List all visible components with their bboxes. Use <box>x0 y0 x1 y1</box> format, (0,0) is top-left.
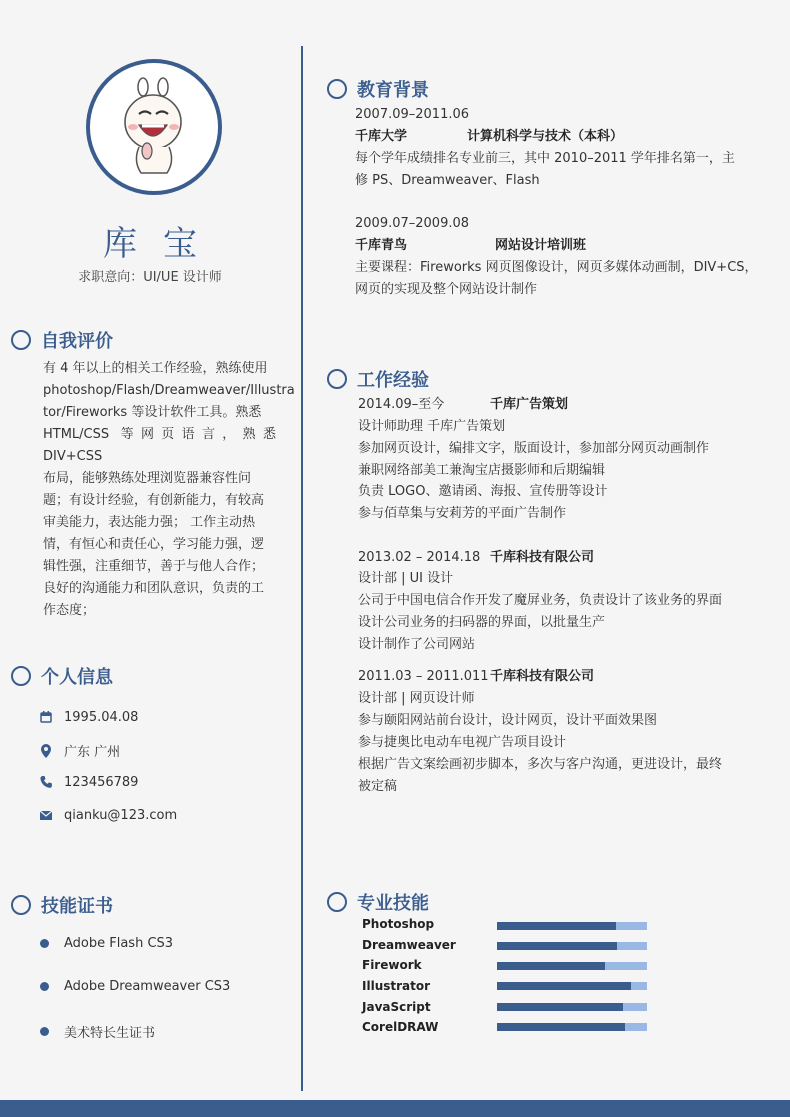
edu-major: 网站设计培训班 <box>495 238 587 253</box>
job-role: 设计部 | 网页设计师 <box>358 691 475 706</box>
location-pin-icon <box>38 743 54 759</box>
bullet-dot-icon <box>40 982 49 991</box>
personal-info-title: 个人信息 <box>41 667 113 688</box>
bullet-dot-icon <box>40 939 49 948</box>
self-eval-line: HTML/CSS 等网页语言，熟悉 DIV+CSS <box>43 427 276 464</box>
job-desc-line: 参与捷奥比电动车电视广告项目设计 <box>358 735 567 750</box>
cartoon-avatar-icon <box>109 77 199 177</box>
job-desc-line: 设计制作了公司网站 <box>358 637 476 652</box>
self-eval-title: 自我评价 <box>41 331 113 352</box>
personal-info-header <box>11 663 113 689</box>
skill-bar-track <box>497 1023 647 1031</box>
job-desc-line: 兼职网络部美工兼淘宝店摄影师和后期编辑 <box>358 463 606 478</box>
edu-period: 2009.07–2009.08 <box>355 216 470 231</box>
section-ring-icon <box>11 895 31 915</box>
column-divider <box>301 46 303 1091</box>
self-eval-line: 有 4 年以上的相关工作经验，熟练使用 <box>43 361 268 376</box>
job-company: 千库广告策划 <box>490 397 569 412</box>
skill-bar-track <box>497 922 647 930</box>
skill-bar-fill <box>497 922 616 930</box>
phone-icon <box>38 774 54 790</box>
self-eval-text <box>43 358 295 622</box>
self-eval-line: 辑性强，注重细节，善于与他人合作； <box>43 559 265 574</box>
candidate-name: 库宝 <box>103 224 223 264</box>
skill-bar-fill <box>497 1023 625 1031</box>
job-desc-line: 公司于中国电信合作开发了魔屏业务，负责设计了该业务的界面 <box>358 593 723 608</box>
skill-bar-track <box>497 982 647 990</box>
skill-label: JavaScript <box>362 1000 431 1014</box>
bullet-dot-icon <box>40 1027 49 1036</box>
cert-label: 美术特长生证书 <box>64 1026 156 1041</box>
section-ring-icon <box>327 79 347 99</box>
job-period: 2011.03 – 2011.011 <box>358 669 489 684</box>
job-period: 2013.02 – 2014.18 <box>358 550 481 565</box>
phone-number: 123456789 <box>64 774 139 790</box>
skill-bar-fill <box>497 982 631 990</box>
calendar-icon <box>38 709 54 725</box>
edu-period: 2007.09–2011.06 <box>355 107 470 122</box>
job-intention: 求职意向：UI/UE 设计师 <box>78 270 222 285</box>
section-ring-icon <box>11 666 31 686</box>
skill-bar-fill <box>497 942 617 950</box>
job-desc-line: 参与佰草集与安莉芳的平面广告制作 <box>358 506 567 521</box>
skill-label: Firework <box>362 958 422 972</box>
skill-bar-fill <box>497 962 605 970</box>
work-title: 工作经验 <box>357 370 429 391</box>
work-header <box>327 366 429 392</box>
certs-title: 技能证书 <box>41 896 113 917</box>
edu-desc-line: 主要课程：Fireworks 网页图像设计，网页多媒体动画制，DIV+CS， <box>355 260 758 275</box>
section-ring-icon <box>327 892 347 912</box>
edu-major: 计算机科学与技术（本科） <box>467 129 624 144</box>
cert-label: Adobe Flash CS3 <box>64 936 174 951</box>
cert-label: Adobe Dreamweaver CS3 <box>64 979 231 994</box>
self-eval-line: 作态度； <box>43 603 96 618</box>
skill-label: Dreamweaver <box>362 938 456 952</box>
cert-item <box>40 936 173 951</box>
job-desc-line: 参加网页设计，编排文字，版面设计，参加部分网页动画制作 <box>358 441 710 456</box>
section-ring-icon <box>11 330 31 350</box>
job-desc-line: 参与颐阳网站前台设计，设计网页，设计平面效果图 <box>358 713 658 728</box>
self-eval-line: 审美能力，表达能力强； 工作主动热 <box>43 515 256 530</box>
birth-date: 1995.04.08 <box>64 709 139 725</box>
skill-label: CorelDRAW <box>362 1020 439 1034</box>
mail-icon <box>38 807 54 823</box>
self-eval-line: 良好的沟通能力和团队意识，负责的工 <box>43 581 265 596</box>
job-role: 设计师助理 千库广告策划 <box>358 419 506 434</box>
job-desc-line: 被定稿 <box>358 779 398 794</box>
info-location-row <box>38 741 120 760</box>
self-eval-line: 题；有设计经验，有创新能力，有较高 <box>43 493 265 508</box>
skills-header <box>327 889 429 915</box>
info-phone-row <box>38 774 138 790</box>
cert-item <box>40 979 230 994</box>
job-desc-line: 设计公司业务的扫码器的界面，以批量生产 <box>358 615 606 630</box>
location: 广东 广州 <box>64 745 121 760</box>
job-company: 千库科技有限公司 <box>490 550 595 565</box>
edu-desc-line: 每个学年成绩排名专业前三，其中 2010–2011 学年排名第一，主 <box>355 151 735 166</box>
email-address[interactable]: qianku@123.com <box>64 807 178 823</box>
footer-bar <box>0 1100 790 1117</box>
info-birth-row <box>38 709 138 725</box>
skill-bar-fill <box>497 1003 623 1011</box>
skill-bar-track <box>497 962 647 970</box>
cert-item <box>40 1022 155 1041</box>
self-eval-header <box>11 327 113 353</box>
job-desc-line: 负责 LOGO、邀请函、海报、宣传册等设计 <box>358 484 608 499</box>
self-eval-line: tor/Fireworks 等设计软件工具。熟悉 <box>43 405 262 420</box>
self-eval-line: photoshop/Flash/Dreamweaver/Illustra <box>43 383 295 398</box>
skill-bar-track <box>497 942 647 950</box>
job-desc-line: 根据广告文案绘画初步脚本，多次与客户沟通，更进设计，最终 <box>358 757 723 772</box>
edu-school: 千库大学 <box>355 129 408 144</box>
edu-desc-line: 修 PS、Dreamweaver、Flash <box>355 173 540 188</box>
certs-header <box>11 892 113 918</box>
info-email-row <box>38 807 177 823</box>
self-eval-line: 情，有恒心和责任心，学习能力强，逻 <box>43 537 265 552</box>
skills-title: 专业技能 <box>357 893 429 914</box>
skill-label: Illustrator <box>362 979 431 993</box>
education-header <box>327 76 429 102</box>
job-role: 设计部 | UI 设计 <box>358 571 454 586</box>
education-title: 教育背景 <box>357 80 429 101</box>
section-ring-icon <box>327 369 347 389</box>
skill-label: Photoshop <box>362 917 435 931</box>
job-period: 2014.09–至今 <box>358 397 445 412</box>
self-eval-line: 布局，能够熟练处理浏览器兼容性问 <box>43 471 252 486</box>
edu-school: 千库青鸟 <box>355 238 408 253</box>
job-company: 千库科技有限公司 <box>490 669 595 684</box>
skill-bar-track <box>497 1003 647 1011</box>
avatar <box>86 59 222 195</box>
edu-desc-line: 网页的实现及整个网站设计制作 <box>355 282 538 297</box>
